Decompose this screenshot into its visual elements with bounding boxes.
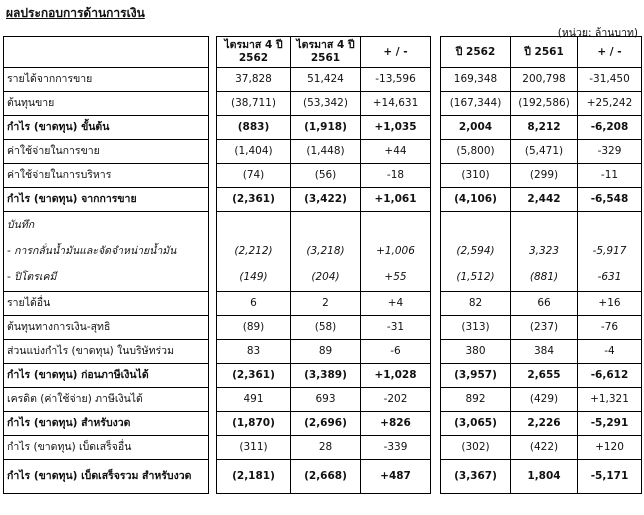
cell: -5,291 — [578, 412, 642, 436]
cell: -202 — [361, 388, 431, 412]
memo-cell — [441, 212, 511, 292]
quarter-header-current: ไตรมาส 4 ปี 2562 — [217, 37, 291, 68]
cell: (2,361) — [217, 188, 291, 212]
cell: (310) — [441, 164, 511, 188]
year-header-previous: ปี 2561 — [511, 37, 578, 68]
memo-item-label: - ปิโตรเคมี — [7, 270, 57, 283]
memo-cell — [217, 212, 291, 292]
cell: 6 — [217, 292, 291, 316]
quarter-header-change: + / - — [361, 37, 431, 68]
label-table — [3, 36, 209, 494]
cell: (422) — [511, 436, 578, 460]
cell: -6 — [361, 340, 431, 364]
memo-item-label: - การกลั่นน้ำมันและจัดจำหน่ายน้ำมัน — [7, 244, 177, 257]
cell: (4,106) — [441, 188, 511, 212]
cell: (299) — [511, 164, 578, 188]
cell: (313) — [441, 316, 511, 340]
cell: (38,711) — [217, 92, 291, 116]
year-header-current: ปี 2562 — [441, 37, 511, 68]
cell: 2,226 — [511, 412, 578, 436]
cell: +487 — [361, 460, 431, 494]
cell: (2,668) — [291, 460, 361, 494]
cell: -31 — [361, 316, 431, 340]
cell: (311) — [217, 436, 291, 460]
cell: 8,212 — [511, 116, 578, 140]
cell: (192,586) — [511, 92, 578, 116]
cell: 37,828 — [217, 68, 291, 92]
cell: (5,800) — [441, 140, 511, 164]
cell: +1,321 — [578, 388, 642, 412]
row-label: รายได้จากการขาย — [4, 68, 209, 92]
cell: (53,342) — [291, 92, 361, 116]
memo-value: (149) — [239, 270, 268, 283]
row-label: รายได้อื่น — [4, 292, 209, 316]
row-label: กำไร (ขาดทุน) ขั้นต้น — [4, 116, 209, 140]
cell: -6,548 — [578, 188, 642, 212]
cell: 380 — [441, 340, 511, 364]
cell: (3,957) — [441, 364, 511, 388]
cell: (89) — [217, 316, 291, 340]
row-label: กำไร (ขาดทุน) สำหรับงวด — [4, 412, 209, 436]
cell: -11 — [578, 164, 642, 188]
cell: 2,442 — [511, 188, 578, 212]
cell: (2,696) — [291, 412, 361, 436]
cell: +826 — [361, 412, 431, 436]
cell: +4 — [361, 292, 431, 316]
memo-value: -5,917 — [592, 244, 627, 257]
cell: +1,035 — [361, 116, 431, 140]
cell: (237) — [511, 316, 578, 340]
row-label: ส่วนแบ่งกำไร (ขาดทุน) ในบริษัทร่วม — [4, 340, 209, 364]
cell: (2,361) — [217, 364, 291, 388]
row-label: กำไร (ขาดทุน) จากการขาย — [4, 188, 209, 212]
cell: +1,028 — [361, 364, 431, 388]
cell: -6,208 — [578, 116, 642, 140]
cell: (1,918) — [291, 116, 361, 140]
label-header-cell — [4, 37, 209, 68]
report-title: ผลประกอบการด้านการเงิน — [6, 6, 145, 20]
cell: (74) — [217, 164, 291, 188]
cell: 2,655 — [511, 364, 578, 388]
cell: -329 — [578, 140, 642, 164]
cell: (883) — [217, 116, 291, 140]
memo-value: (2,594) — [456, 244, 495, 257]
cell: 66 — [511, 292, 578, 316]
cell: (302) — [441, 436, 511, 460]
cell: +1,061 — [361, 188, 431, 212]
cell: 83 — [217, 340, 291, 364]
cell: 693 — [291, 388, 361, 412]
cell: (429) — [511, 388, 578, 412]
cell: 491 — [217, 388, 291, 412]
year-table — [440, 36, 642, 494]
cell: +14,631 — [361, 92, 431, 116]
cell: -31,450 — [578, 68, 642, 92]
cell: -4 — [578, 340, 642, 364]
memo-value: +55 — [384, 270, 407, 283]
cell: 28 — [291, 436, 361, 460]
cell: (1,404) — [217, 140, 291, 164]
memo-cell — [511, 212, 578, 292]
cell: 82 — [441, 292, 511, 316]
unit-note: (หน่วย: ล้านบาท) — [557, 27, 638, 39]
row-label: กำไร (ขาดทุน) เบ็ดเสร็จรวม สำหรับงวด — [4, 460, 209, 494]
memo-label-cell — [4, 212, 209, 292]
memo-value: (881) — [529, 270, 559, 283]
memo-cell — [578, 212, 642, 292]
cell: (2,181) — [217, 460, 291, 494]
memo-value: 3,323 — [528, 244, 560, 257]
cell: (3,367) — [441, 460, 511, 494]
quarter-header-previous: ไตรมาส 4 ปี 2561 — [291, 37, 361, 68]
year-header-change: + / - — [578, 37, 642, 68]
cell: (3,389) — [291, 364, 361, 388]
cell: (58) — [291, 316, 361, 340]
cell: (3,422) — [291, 188, 361, 212]
memo-value: (1,512) — [456, 270, 495, 283]
cell: 200,798 — [511, 68, 578, 92]
cell: -5,171 — [578, 460, 642, 494]
row-label: เครดิต (ค่าใช้จ่าย) ภาษีเงินได้ — [4, 388, 209, 412]
cell: -13,596 — [361, 68, 431, 92]
cell: -18 — [361, 164, 431, 188]
memo-value: (2,212) — [234, 244, 273, 257]
cell: (167,344) — [441, 92, 511, 116]
cell: -339 — [361, 436, 431, 460]
cell: 51,424 — [291, 68, 361, 92]
memo-cell — [291, 212, 361, 292]
row-label: ต้นทุนขาย — [4, 92, 209, 116]
row-label: กำไร (ขาดทุน) ก่อนภาษีเงินได้ — [4, 364, 209, 388]
memo-cell — [361, 212, 431, 292]
cell: 169,348 — [441, 68, 511, 92]
row-label: ค่าใช้จ่ายในการขาย — [4, 140, 209, 164]
cell: -6,612 — [578, 364, 642, 388]
memo-value: (3,218) — [306, 244, 345, 257]
row-label: ค่าใช้จ่ายในการบริหาร — [4, 164, 209, 188]
cell: 2,004 — [441, 116, 511, 140]
row-label: กำไร (ขาดทุน) เบ็ดเสร็จอื่น — [4, 436, 209, 460]
cell: +16 — [578, 292, 642, 316]
cell: +44 — [361, 140, 431, 164]
cell: 2 — [291, 292, 361, 316]
memo-value: +1,006 — [376, 244, 415, 257]
cell: (1,448) — [291, 140, 361, 164]
cell: 384 — [511, 340, 578, 364]
cell: (3,065) — [441, 412, 511, 436]
cell: 1,804 — [511, 460, 578, 494]
cell: 892 — [441, 388, 511, 412]
memo-heading: บันทึก — [7, 218, 35, 231]
cell: +25,242 — [578, 92, 642, 116]
row-label: ต้นทุนทางการเงิน-สุทธิ — [4, 316, 209, 340]
quarter-table — [216, 36, 431, 494]
memo-value: -631 — [597, 270, 622, 283]
cell: -76 — [578, 316, 642, 340]
cell: (1,870) — [217, 412, 291, 436]
cell: +120 — [578, 436, 642, 460]
cell: (5,471) — [511, 140, 578, 164]
cell: 89 — [291, 340, 361, 364]
memo-value: (204) — [311, 270, 340, 283]
cell: (56) — [291, 164, 361, 188]
